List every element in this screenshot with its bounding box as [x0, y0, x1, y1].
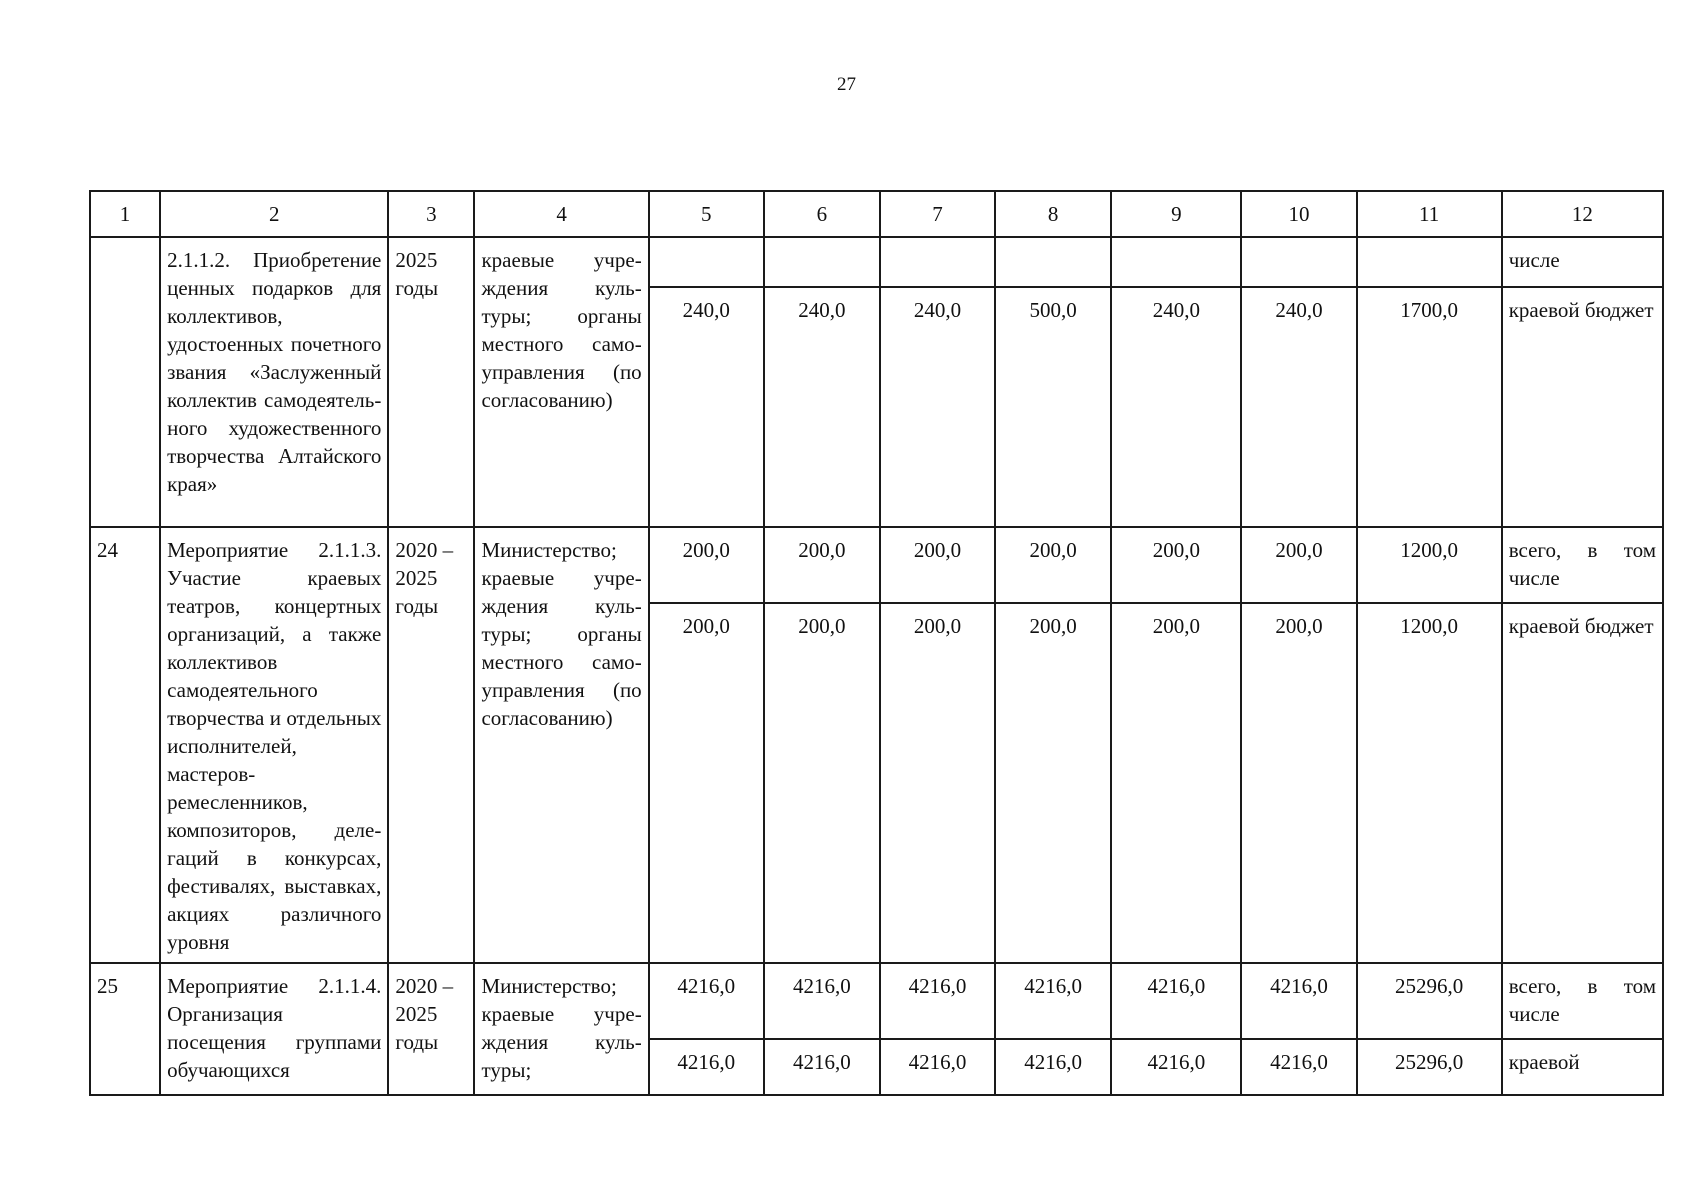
header-cell-1: 1	[90, 191, 160, 237]
value-cell: 240,0	[764, 287, 880, 527]
value-cell: 4216,0	[649, 1039, 764, 1095]
budget-table	[89, 190, 1664, 1096]
table-row	[90, 237, 1663, 287]
header-cell-11: 11	[1357, 191, 1502, 237]
header-cell-6: 6	[764, 191, 880, 237]
value-cell: 200,0	[1111, 527, 1241, 603]
table-row	[90, 963, 1663, 1039]
funding-category: всего, в том числе	[1502, 963, 1663, 1039]
activity-name: 2.1.1.2. Приобретение ценных подарков для коллективов, удостоенных почетного звания «Заслуженный коллектив самодеятельного художественного творчества Алтайского края»	[160, 237, 388, 527]
value-cell	[764, 237, 880, 287]
funding-category: краевой бюджет	[1502, 603, 1663, 963]
value-cell: 4216,0	[995, 963, 1111, 1039]
total-cell: 25296,0	[1357, 1039, 1502, 1095]
activity-period: 2025 годы	[388, 237, 474, 527]
value-cell: 4216,0	[764, 963, 880, 1039]
header-cell-12: 12	[1502, 191, 1663, 237]
value-cell: 4216,0	[1111, 1039, 1241, 1095]
activity-name: Мероприятие 2.1.1.3. Участие краевых театров, концертных организаций, а также коллективов самодеятельного творчества и отдельных исполнителей, мастеровремесленников, композиторов, делегаций в конкурсах, фестивалях, выставках, акциях различного уровня	[160, 527, 388, 963]
value-cell	[649, 237, 764, 287]
activity-executors: краевые учреждения культуры; органы местного самоуправления (по согласованию)	[474, 237, 648, 527]
value-cell: 4216,0	[880, 963, 995, 1039]
total-cell: 25296,0	[1357, 963, 1502, 1039]
value-cell: 200,0	[995, 603, 1111, 963]
activity-executors: Министерство; краевые учреждения культуры;	[474, 963, 648, 1095]
row-index: 25	[90, 963, 160, 1095]
value-cell: 240,0	[1111, 287, 1241, 527]
value-cell: 200,0	[764, 603, 880, 963]
page-number: 27	[837, 74, 856, 95]
header-cell-5: 5	[649, 191, 764, 237]
value-cell	[995, 237, 1111, 287]
value-cell: 200,0	[880, 527, 995, 603]
table-row	[90, 527, 1663, 603]
row-index	[90, 237, 160, 527]
header-cell-8: 8	[995, 191, 1111, 237]
value-cell: 4216,0	[1241, 1039, 1356, 1095]
value-cell	[1241, 237, 1356, 287]
value-cell: 240,0	[649, 287, 764, 527]
value-cell: 240,0	[1241, 287, 1356, 527]
header-cell-3: 3	[388, 191, 474, 237]
funding-category: числе	[1502, 237, 1663, 287]
value-cell: 200,0	[880, 603, 995, 963]
header-cell-4: 4	[474, 191, 648, 237]
value-cell: 200,0	[649, 527, 764, 603]
value-cell: 200,0	[649, 603, 764, 963]
funding-category: краевой	[1502, 1039, 1663, 1095]
total-cell: 1700,0	[1357, 287, 1502, 527]
value-cell: 200,0	[764, 527, 880, 603]
value-cell: 4216,0	[649, 963, 764, 1039]
funding-category: краевой бюджет	[1502, 287, 1663, 527]
row-index: 24	[90, 527, 160, 963]
header-cell-2: 2	[160, 191, 388, 237]
header-cell-7: 7	[880, 191, 995, 237]
header-cell-10: 10	[1241, 191, 1356, 237]
total-cell	[1357, 237, 1502, 287]
value-cell: 200,0	[1111, 603, 1241, 963]
value-cell: 200,0	[995, 527, 1111, 603]
value-cell: 4216,0	[880, 1039, 995, 1095]
header-row	[90, 191, 1663, 237]
value-cell: 200,0	[1241, 527, 1356, 603]
activity-executors: Министерство; краевые учреждения культуры; органы местного самоуправления (по согласованию)	[474, 527, 648, 963]
total-cell: 1200,0	[1357, 527, 1502, 603]
value-cell: 4216,0	[1111, 963, 1241, 1039]
activity-period: 2020 – 2025 годы	[388, 527, 474, 963]
value-cell: 240,0	[880, 287, 995, 527]
value-cell: 500,0	[995, 287, 1111, 527]
value-cell: 4216,0	[764, 1039, 880, 1095]
value-cell: 4216,0	[1241, 963, 1356, 1039]
value-cell: 200,0	[1241, 603, 1356, 963]
activity-name: Мероприятие 2.1.1.4. Организация посещения группами обучающихся	[160, 963, 388, 1095]
funding-category: всего, в том числе	[1502, 527, 1663, 603]
value-cell: 4216,0	[995, 1039, 1111, 1095]
header-cell-9: 9	[1111, 191, 1241, 237]
total-cell: 1200,0	[1357, 603, 1502, 963]
value-cell	[880, 237, 995, 287]
value-cell	[1111, 237, 1241, 287]
activity-period: 2020 – 2025 годы	[388, 963, 474, 1095]
